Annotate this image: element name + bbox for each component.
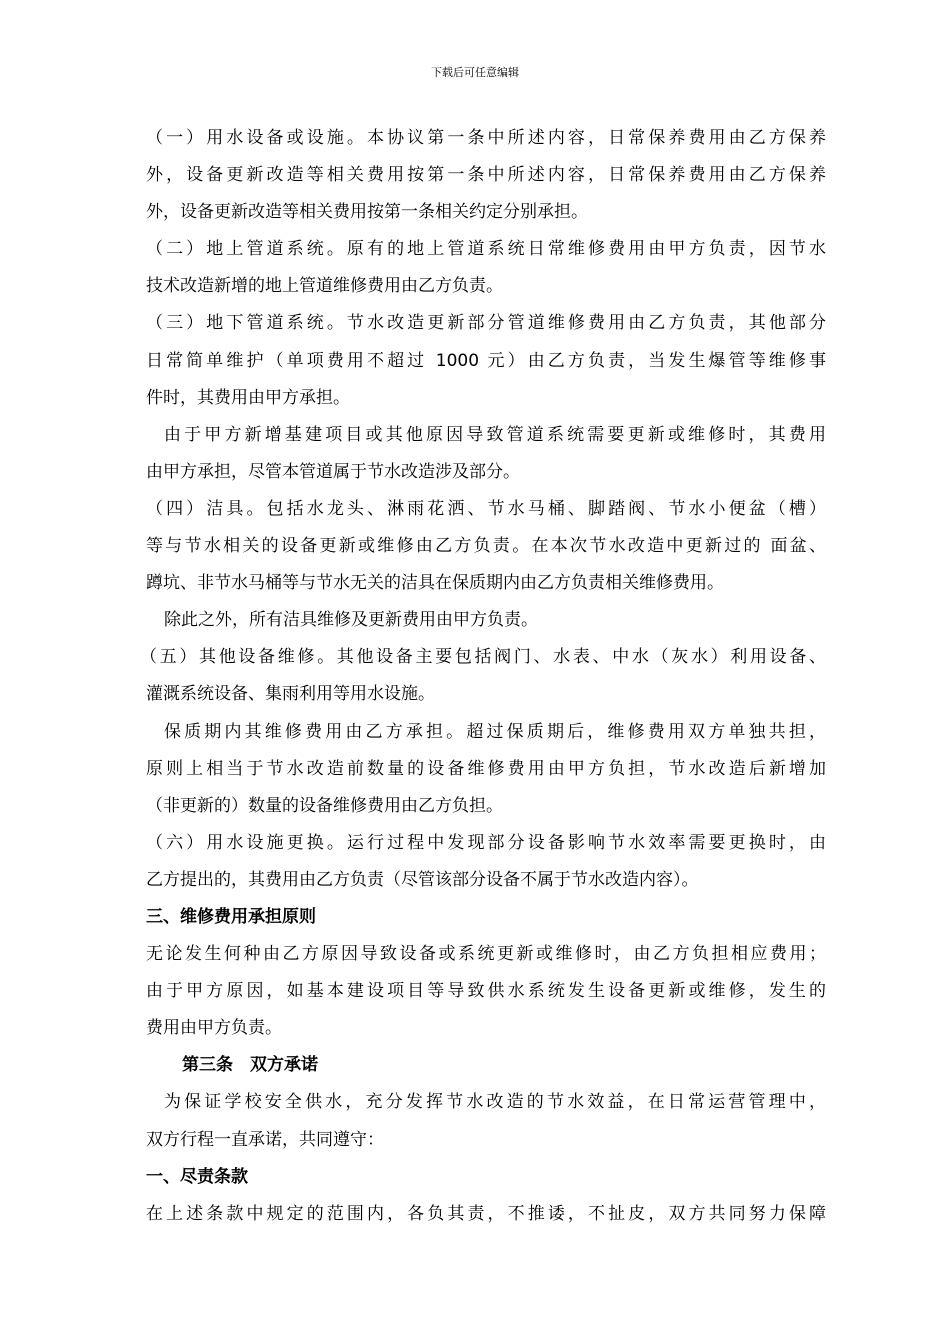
section-heading: 一、尽责条款: [146, 1166, 248, 1187]
paragraph-line: 外，设备更新改造等相关费用按第一条相关约定分别承担。: [146, 202, 588, 223]
paragraph-line: （非更新的）数量的设备维修费用由乙方负担。: [146, 795, 503, 816]
paragraph-line: （三）地下管道系统。节水改造更新部分管道维修费用由乙方负责，其他部分: [146, 313, 826, 334]
document-body: [140, 120, 826, 1233]
paragraph-line: 由甲方承担，尽管本管道属于节水改造涉及部分。: [146, 461, 520, 482]
article-heading: 第三条 双方承诺: [182, 1055, 318, 1076]
paragraph-line: 等与节水相关的设备更新或维修由乙方负责。在本次节水改造中更新过的 面盆、: [146, 536, 826, 557]
paragraph-line: 保质期内其维修费用由乙方承担。超过保质期后，维修费用双方单独共担，: [164, 721, 826, 742]
paragraph-line: 技术改造新增的地上管道维修费用由乙方负责。: [146, 276, 503, 297]
page-header: 下载后可任意编辑: [431, 66, 519, 79]
paragraph-line: 双方行程一直承诺，共同遵守：: [146, 1129, 384, 1150]
section-heading: 三、维修费用承担原则: [146, 906, 316, 927]
paragraph-line: 外，设备更新改造等相关费用按第一条中所述内容，日常保养费用由乙方保养: [146, 165, 826, 186]
paragraph-line: 除此之外，所有洁具维修及更新费用由甲方负责。: [164, 610, 538, 631]
paragraph-line: 灌溉系统设备、集雨利用等用水设施。: [146, 684, 435, 705]
paragraph-line: （二）地上管道系统。原有的地上管道系统日常维修费用由甲方负责，因节水: [146, 239, 826, 260]
paragraph-line: 日常简单维护（单项费用不超过 1000 元）由乙方负责，当发生爆管等维修事: [146, 350, 826, 371]
paragraph-line: 为保证学校安全供水，充分发挥节水改造的节水效益，在日常运营管理中，: [164, 1092, 826, 1113]
paragraph-line: 无论发生何种由乙方原因导致设备或系统更新或维修时，由乙方负担相应费用；: [146, 944, 826, 965]
paragraph-line: 件时，其费用由甲方承担。: [146, 387, 350, 408]
paragraph-line: 在上述条款中规定的范围内，各负其责，不推诿，不扯皮，双方共同努力保障: [146, 1203, 826, 1224]
paragraph-line: 由于甲方原因，如基本建设项目等导致供水系统发生设备更新或维修，发生的: [146, 981, 826, 1002]
paragraph-line: 费用由甲方负责。: [146, 1018, 282, 1039]
paragraph-line: 蹲坑、非节水马桶等与节水无关的洁具在保质期内由乙方负责相关维修费用。: [146, 573, 724, 594]
paragraph-line: 原则上相当于节水改造前数量的设备维修费用由甲方负担，节水改造后新增加: [146, 758, 826, 779]
paragraph-line: （五）其他设备维修。其他设备主要包括阀门、水表、中水（灰水）利用设备、: [140, 647, 826, 668]
paragraph-line: 乙方提出的，其费用由乙方负责（尽管该部分设备不属于节水改造内容）。: [146, 869, 699, 890]
paragraph-line: 由于甲方新增基建项目或其他原因导致管道系统需要更新或维修时，其费用: [164, 424, 826, 445]
paragraph-line: （六）用水设施更换。运行过程中发现部分设备影响节水效率需要更换时，由: [146, 832, 826, 853]
paragraph-line: （一）用水设备或设施。本协议第一条中所述内容，日常保养费用由乙方保养: [146, 128, 826, 148]
paragraph-line: （四）洁具。包括水龙头、淋雨花洒、节水马桶、脚踏阀、节水小便盆（槽）: [146, 498, 826, 519]
